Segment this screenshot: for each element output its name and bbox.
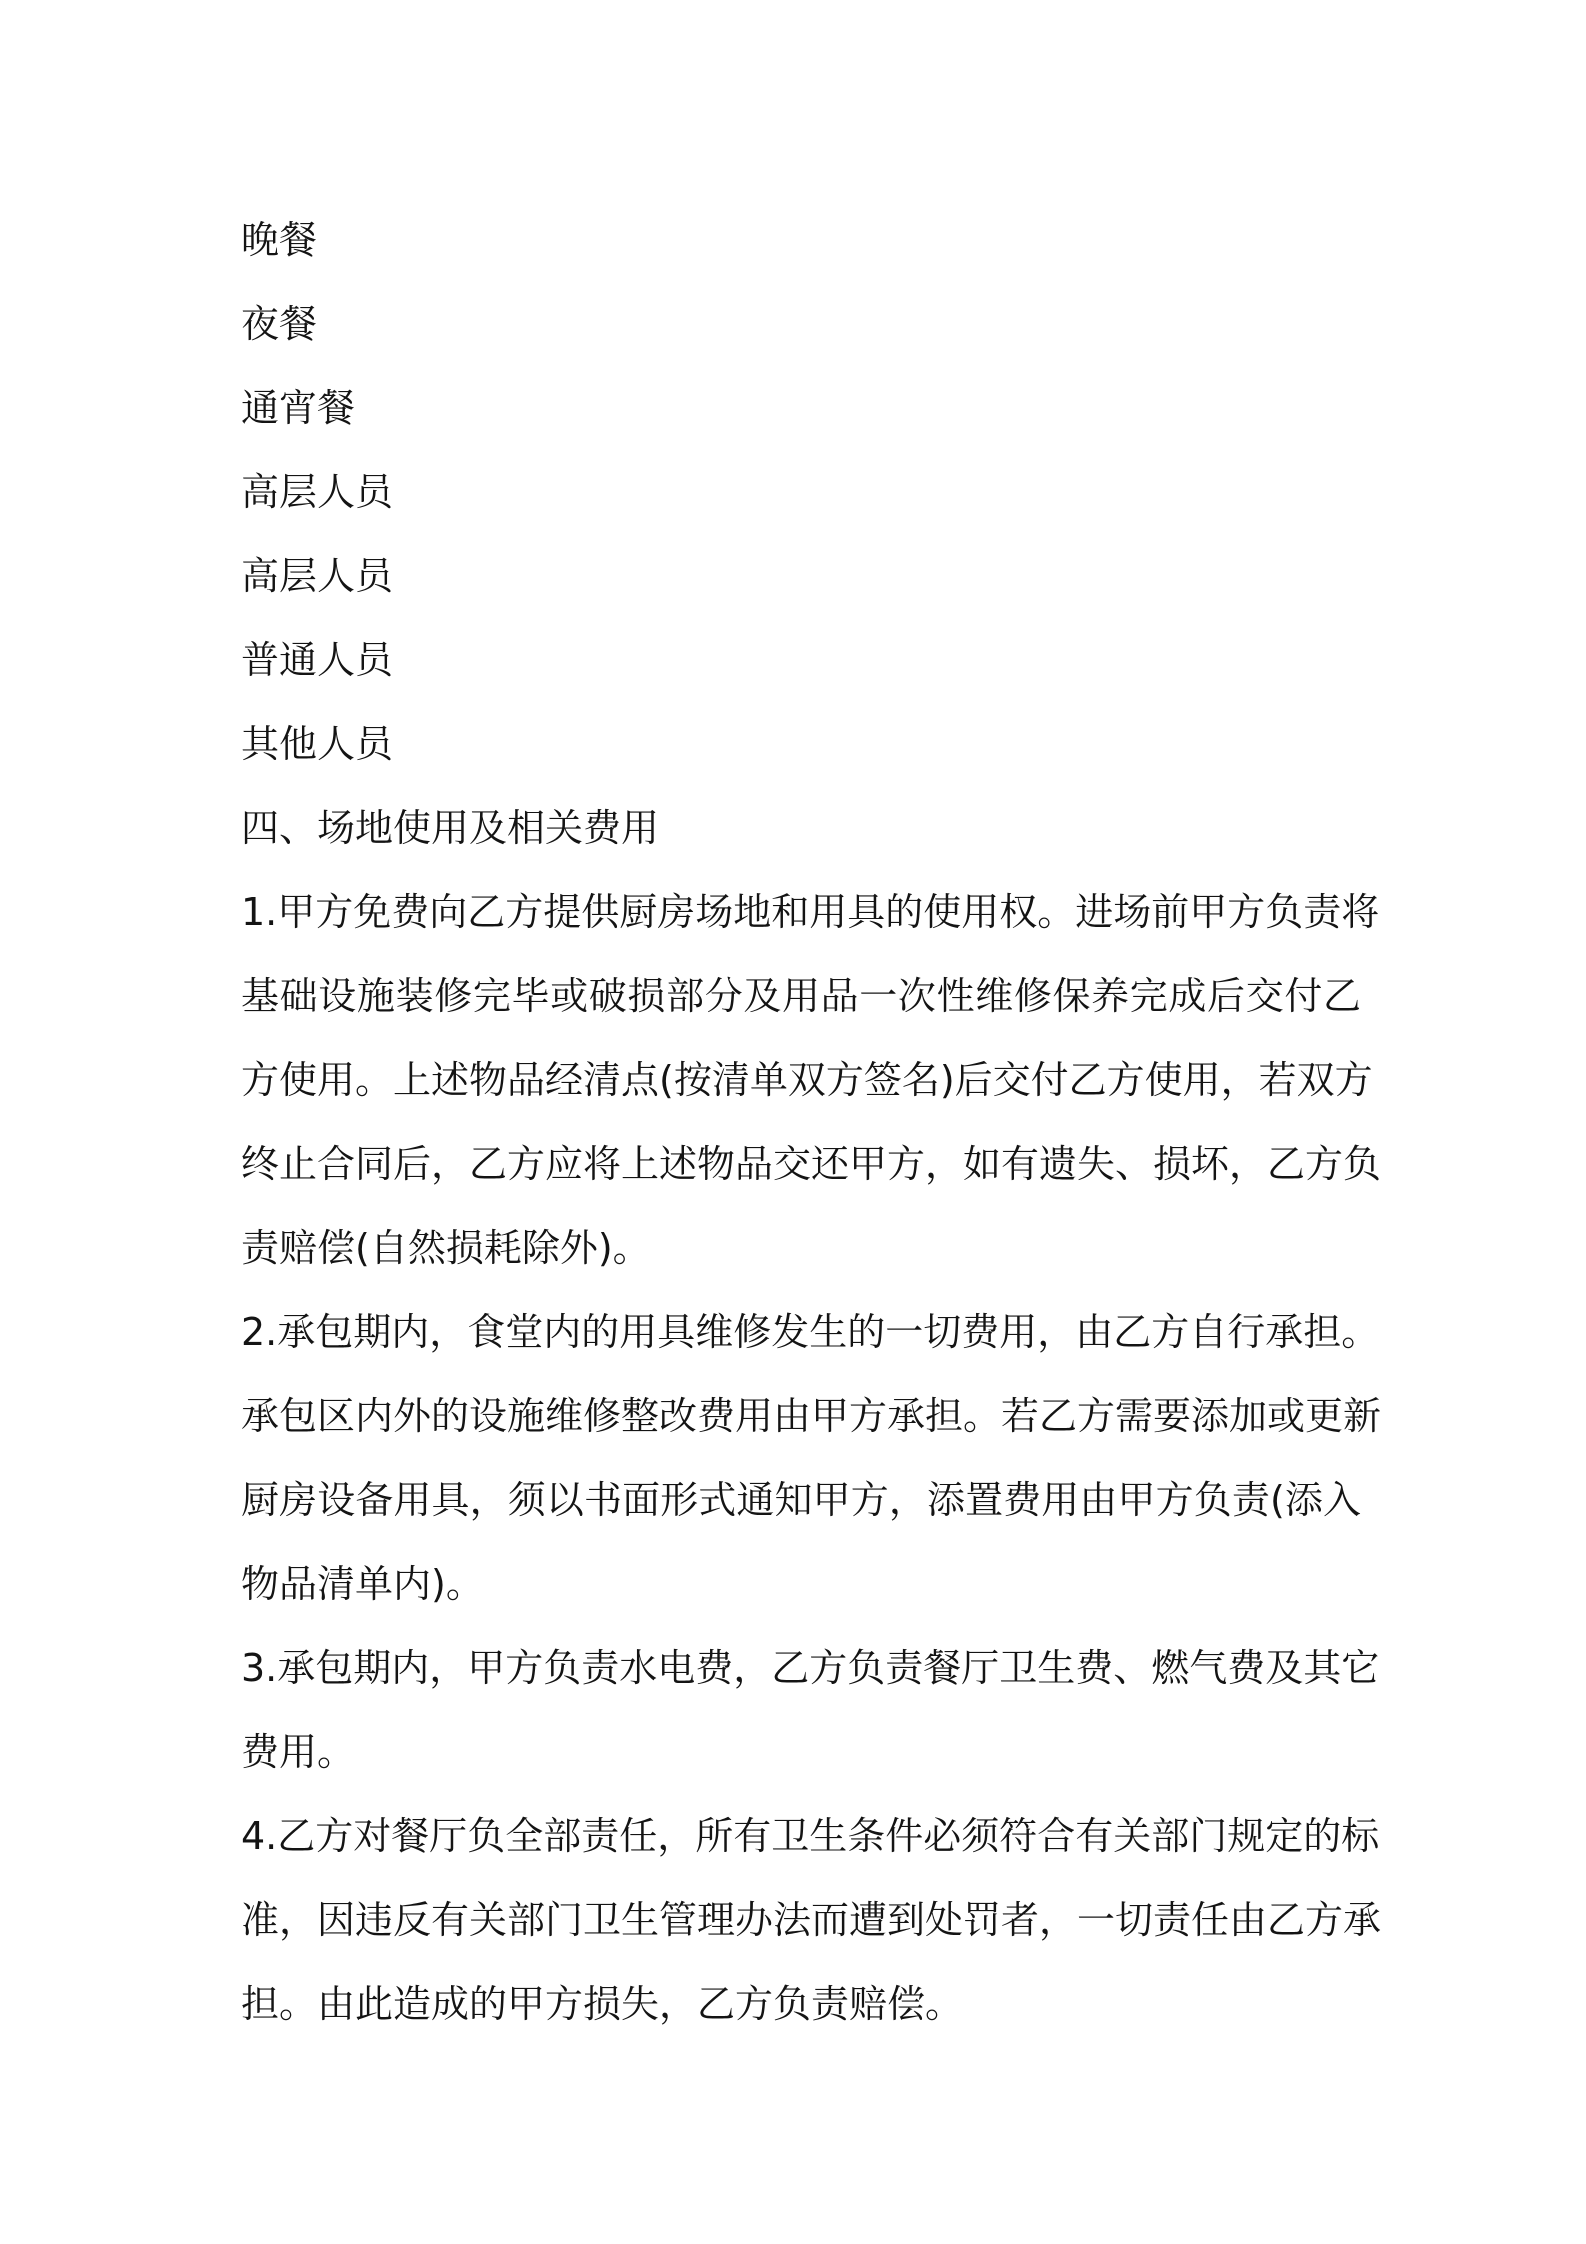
- text-line: 高层人员: [241, 554, 394, 598]
- text-line: 其他人员: [241, 722, 394, 766]
- text-line: 普通人员: [241, 638, 394, 682]
- text-line: 4.乙方对餐厅负全部责任，所有卫生条件必须符合有关部门规定的标: [241, 1814, 1380, 1858]
- paragraph: [241, 1626, 1380, 1794]
- paragraph: [241, 534, 1361, 618]
- text-line: 晚餐: [241, 218, 318, 262]
- paragraph: [241, 1290, 1382, 1626]
- paragraph: [241, 282, 1361, 366]
- text-line: 准，因违反有关部门卫生管理办法而遭到处罚者，一切责任由乙方承: [241, 1898, 1382, 1942]
- paragraph: [241, 702, 1361, 786]
- text-line: 厨房设备用具，须以书面形式通知甲方，添置费用由甲方负责(添入: [241, 1478, 1361, 1522]
- text-line: 承包区内外的设施维修整改费用由甲方承担。若乙方需要添加或更新: [241, 1394, 1382, 1438]
- text-line: 方使用。上述物品经清点(按清单双方签名)后交付乙方使用，若双方: [241, 1058, 1373, 1102]
- text-line: 责赔偿(自然损耗除外)。: [241, 1226, 651, 1270]
- text-line: 2.承包期内，食堂内的用具维修发生的一切费用，由乙方自行承担。: [241, 1310, 1380, 1354]
- text-line: 四、场地使用及相关费用: [241, 806, 660, 850]
- text-line: 夜餐: [241, 302, 318, 346]
- text-line: 基础设施装修完毕或破损部分及用品一次性维修保养完成后交付乙: [241, 974, 1361, 1018]
- text-line: 高层人员: [241, 470, 394, 514]
- document-body: [241, 198, 1382, 2046]
- paragraph: [241, 198, 1361, 282]
- text-line: 终止合同后，乙方应将上述物品交还甲方，如有遗失、损坏，乙方负: [241, 1142, 1382, 1186]
- text-line: 通宵餐: [241, 386, 356, 430]
- text-line: 3.承包期内，甲方负责水电费，乙方负责餐厅卫生费、燃气费及其它: [241, 1646, 1380, 1690]
- text-line: 担。由此造成的甲方损失，乙方负责赔偿。: [241, 1982, 964, 2026]
- paragraph: [241, 786, 1361, 870]
- paragraph: [241, 618, 1361, 702]
- paragraph: [241, 450, 1361, 534]
- text-line: 费用。: [241, 1730, 356, 1774]
- text-line: 物品清单内)。: [241, 1562, 484, 1606]
- paragraph: [241, 1794, 1382, 2046]
- paragraph: [241, 366, 1361, 450]
- text-line: 1.甲方免费向乙方提供厨房场地和用具的使用权。进场前甲方负责将: [241, 890, 1380, 934]
- paragraph: [241, 870, 1382, 1290]
